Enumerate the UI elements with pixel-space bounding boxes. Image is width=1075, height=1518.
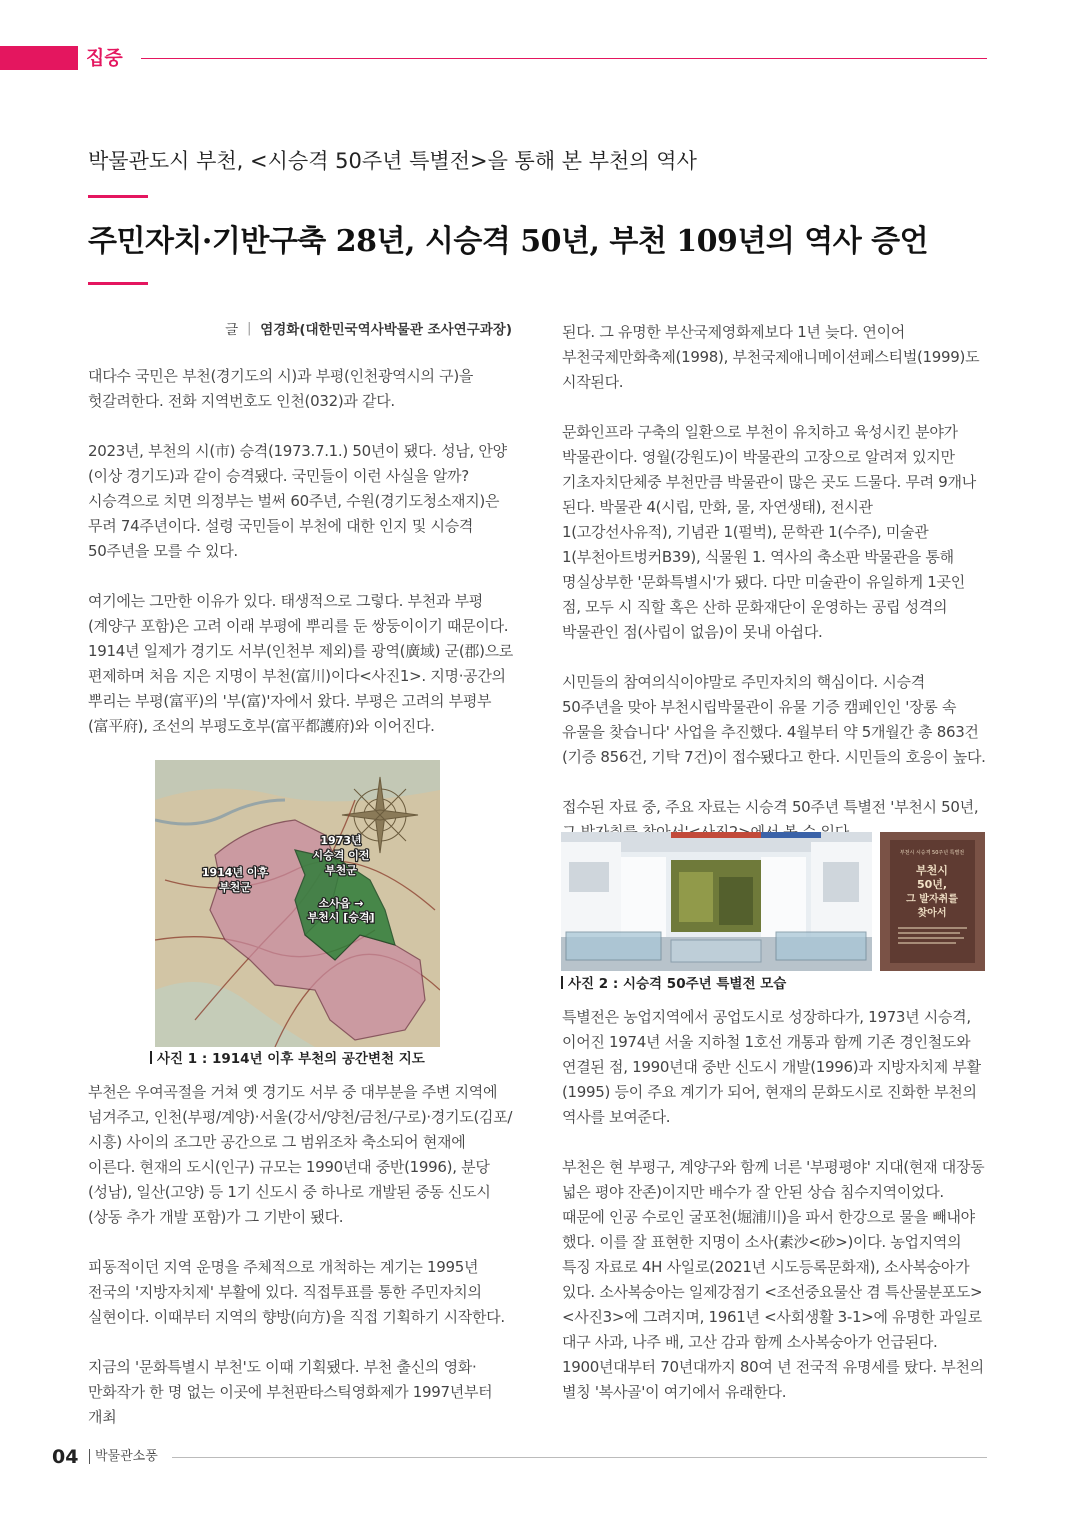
map-label: 부천군 [325, 864, 357, 877]
left-column-top [88, 364, 513, 739]
page-number: 04 [52, 1446, 79, 1468]
book-title-line: 50년, [916, 878, 948, 891]
exhibition-illustration [561, 832, 872, 971]
title-rule-top [88, 195, 148, 198]
right-column-bottom [562, 1005, 987, 1405]
paragraph: 지금의 '문화특별시 부천'도 이때 기획됐다. 부천 출신의 영화·만화작가 한 명 없는 이곳에 부천판타스틱영화제가 1997년부터 개최 [88, 1358, 493, 1426]
paragraph: 접수된 자료 중, 주요 자료는 시승격 50주년 특별전 '부천시 50년, [562, 798, 979, 816]
map-label: 소사읍 → [318, 897, 364, 910]
byline [225, 320, 512, 340]
paragraph: 문화인프라 구축의 일환으로 부천이 유치하고 육성시킨 분야가 박물관이다. 영월(강원도)이 박물관의 고장으로 알려져 있지만 기초자치단체중 부천만큼 박물관이 많은 곳도 드물다. 무려 9개나 된다. 박물관 4(시립, 만화, 물, 자연생태), 전시관 1(고강선사유적), 기념관 1(펄벅), 문학관 1(수주), 미술관 1(부천아트벙커B39), 식물원 1. 역사의 축소판 박물관을 통해 명실상부한 '문화특별시'가 됐다. 다만 미술관이 유일하게 1곳인 점, 모두 시 직할 혹은 산하 문화재단이 운영하는 공립 성격의 박물관인 점(사립이 없음)이 못내 아쉽다. [562, 423, 976, 641]
article-subtitle: 박물관도시 부천, <시승격 50주년 특별전>을 통해 본 부천의 역사 [88, 149, 697, 173]
caption-bar [150, 1051, 152, 1064]
footer-rule [172, 1457, 987, 1458]
paragraph: 된다. 그 유명한 부산국제영화제보다 1년 늦다. 연이어 부천국제만화축제(1998), 부천국제애니메이션페스티벌(1999)도 시작된다. [562, 323, 980, 391]
caption-bar [561, 976, 563, 989]
photo-exhibition-book [880, 832, 985, 971]
right-column-top [562, 320, 987, 845]
photo-exhibition-hall [561, 832, 872, 971]
paragraph: 2023년, 부천의 시(市) 승격(1973.7.1.) 50년이 됐다. 성남, 안양(이상 경기도)과 같이 승격됐다. 국민들이 이런 사실을 알까? 시승격으로 치면 의정부는 벌써 60주년, 수원(경기도청소재지)은 무려 74주년이다. 설령 국민들이 부천에 대한 인지 및 시승격 50주년을 모를 수 있다. [88, 442, 507, 560]
map-label: 시승격 이전 [312, 849, 370, 862]
paragraph: 특별전은 농업지역에서 공업도시로 성장하다가, 1973년 시승격, 이어진 1974년 서울 지하철 1호선 개통과 함께 기존 경인철도와 연결된 점, 1990년대 중반 신도시 개발(1996)과 지방자치제 부활(1995) 등이 주요 계기가 되어, 현재의 문화도시로 진화한 부천의 역사를 보여준다. [562, 1008, 981, 1126]
book-header: 부천시 시승격 50주년 특별전 [899, 850, 965, 856]
section-color-bar [0, 46, 78, 70]
paragraph: 부천은 우여곡절을 거쳐 옛 경기도 서부 중 대부분을 주변 지역에 넘겨주고, 인천(부평/계양)·서울(강서/양천/금천/구로)·경기도(김포/시흥) 사이의 조그만 공간으로 그 범위조차 축소되어 현재에 이른다. 현재의 도시(인구) 규모는 1990년대 중반(1996), 분당(성남), 일산(고양) 등 1기 신도시 중 하나로 개발된 중동 신도시(상동 추가 개발 포함)가 그 기반이 됐다. [88, 1083, 513, 1226]
map-label: 1914년 이후 [201, 866, 269, 879]
book-title-line: 부천시 [916, 864, 948, 877]
paragraph: 시민들의 참여의식이야말로 주민자치의 핵심이다. 시승격 50주년을 맞아 부천시립박물관이 유물 기증 캠페인인 '장롱 속 유물을 찾습니다' 사업을 추진했다. 4월부터 약 5개월간 총 863건(기증 856건, 기탁 7건)이 접수됐다고 한다. 시민들의 호응이 높다. [562, 673, 986, 766]
paragraph: 대다수 국민은 부천(경기도의 시)과 부평(인천광역시의 구)을 헛갈려한다. 전화 지역번호도 인천(032)과 같다. [88, 367, 474, 410]
photo2-caption [561, 974, 786, 994]
map-label: 부천군 [219, 881, 251, 894]
paragraph: 부천은 현 부평구, 계양구와 함께 너른 '부평평야' 지대(현재 대장동 넓은 평야 잔존)이지만 배수가 잘 안된 상습 침수지역이었다. 때문에 인공 수로인 굴포천(堀浦川)을 파서 한강으로 물을 빼내야 했다. 이를 잘 표현한 지명이 소사(素沙<砂>)이다. 농업지역의 특징 자료로 4H 사일로(2021년 시도등록문화재), 소사복숭아가 있다. 소사복숭아는 일제강점기 <조선중요물산 겸 특산물분포도><사진3>에 그려지며, 1961년 <사회생활 3-1>에 유명한 과일로 대구 사과, 나주 배, 고산 감과 함께 소사복숭아가 언급된다. 1900년대부터 70년대까지 80여 년 전국적 유명세를 탔다. 부천의 별칭 '복사골'이 여기에서 유래한다. [562, 1158, 985, 1401]
paragraph: 피동적이던 지역 운명을 주체적으로 개척하는 계기는 1995년 전국의 '지방자치제' 부활에 있다. 직접투표를 통한 주민자치의 실현이다. 이때부터 지역의 향방(向方)을 직접 기획하기 시작한다. [88, 1258, 505, 1326]
byline-prefix: 글 ｜ [225, 322, 256, 338]
footer-separator [89, 1449, 90, 1464]
magazine-name: 박물관소풍 [95, 1449, 158, 1464]
paragraph: 여기에는 그만한 이유가 있다. 태생적으로 그렇다. 부천과 부평(계양구 포함)은 고려 이래 부평에 뿌리를 둔 쌍둥이이기 때문이다. 1914년 일제가 경기도 서부(인천부 제외)를 광역(廣域) 군(郡)으로 편제하며 처음 지은 지명이 부천(富川)이다<사진1>. 지명·공간의 뿌리는 부평(富平)의 '부(富)'자에서 왔다. 부평은 고려의 부평부(富平府), 조선의 부평도호부(富平都護府)와 이어진다. [88, 592, 513, 735]
photo1-caption-text: 사진 1 : 1914년 이후 부천의 공간변천 지도 [157, 1051, 425, 1067]
byline-author: 염경화(대한민국역사박물관 조사연구과장) [260, 322, 512, 338]
book-cover-illustration [880, 832, 985, 971]
photo1-caption [150, 1049, 425, 1069]
section-label: 집중 [86, 47, 123, 69]
header-rule [141, 58, 987, 59]
photo2-caption-text: 사진 2 : 시승격 50주년 특별전 모습 [568, 976, 787, 992]
photo-map-1914 [155, 760, 440, 1047]
title-rule-bottom [88, 282, 148, 285]
book-title-line: 찾아서 [917, 908, 947, 919]
map-label: 1973년 [320, 834, 362, 847]
left-column-bottom [88, 1080, 513, 1430]
article-title: 주민자치·기반구축 28년, 시승격 50년, 부천 109년의 역사 증언 [88, 224, 929, 259]
map-illustration [155, 760, 440, 1047]
book-title-line: 그 발자취를 [906, 894, 958, 905]
map-label: 부천시 [승격] [307, 911, 375, 924]
